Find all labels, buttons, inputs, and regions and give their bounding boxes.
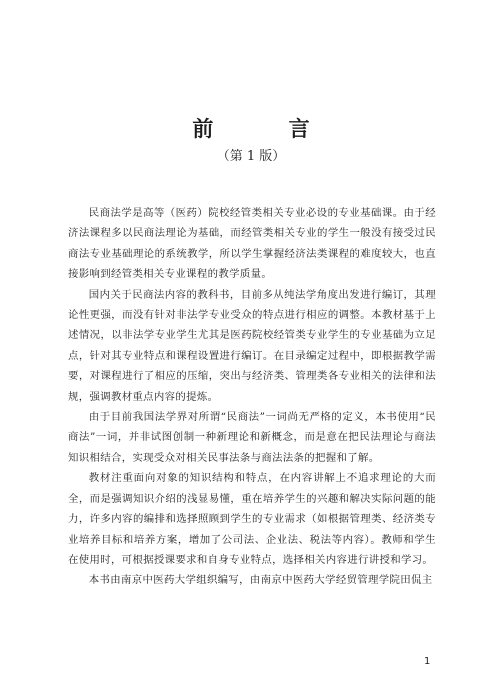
preface-body <box>68 203 436 591</box>
edition-subtitle: （第 1 版） <box>216 149 286 164</box>
paragraph: 民商法学是高等（医药）院校经管类相关专业必设的专业基础课。由于经济法课程多以民商法理论为基础，而经管类相关专业的学生一般没有接受过民商法专业基础理论的系统教学，所以学生掌握经济法类课程的难度较大，也直接影响到经管类相关专业课程的教学质量。 <box>68 207 436 281</box>
paragraph: 国内关于民商法内容的教科书，目前多从纯法学角度出发进行编订，其理论性更强，而没有针对非法学专业受众的特点进行相应的调整。本教材基于上述情况，以非法学专业学生尤其是医药院校经管类专业学生的专业基础为立足点，针对其专业特点和课程设置进行编订。在目录编定过程中，即根据教学需要，对课程进行了相应的压缩，突出与经济类、管理类各专业相关的法律和法规，强调教材重点内容的提炼。 <box>68 288 436 403</box>
paragraph: 本书由南京中医药大学组织编写，由南京中医药大学经贸管理学院田侃主 <box>88 574 433 587</box>
paragraph: 教材注重面向对象的知识结构和特点，在内容讲解上不追求理论的大而全，而是强调知识介绍的浅显易懂，重在培养学生的兴趣和解决实际问题的能力，许多内容的编排和选择照顾到学生的专业需求（如根据管理类、经济类专业培养目标和培养方案，增加了公司法、企业法、税法等内容）。教师和学生在使用时，可根据授课要求和自身专业特点，选择相关内容进行讲授和学习。 <box>68 472 436 566</box>
paragraph: 由于目前我国法学界对所谓“民商法”一词尚无严格的定义，本书使用“民商法”一词，并非试图创制一种新理论和新概念，而是意在把民法理论与商法知识相结合，实现受众对相关民事法条与商法法条的把握和了解。 <box>68 411 436 464</box>
page-number: 1 <box>424 656 431 667</box>
page-title: 前 言 <box>192 116 344 141</box>
